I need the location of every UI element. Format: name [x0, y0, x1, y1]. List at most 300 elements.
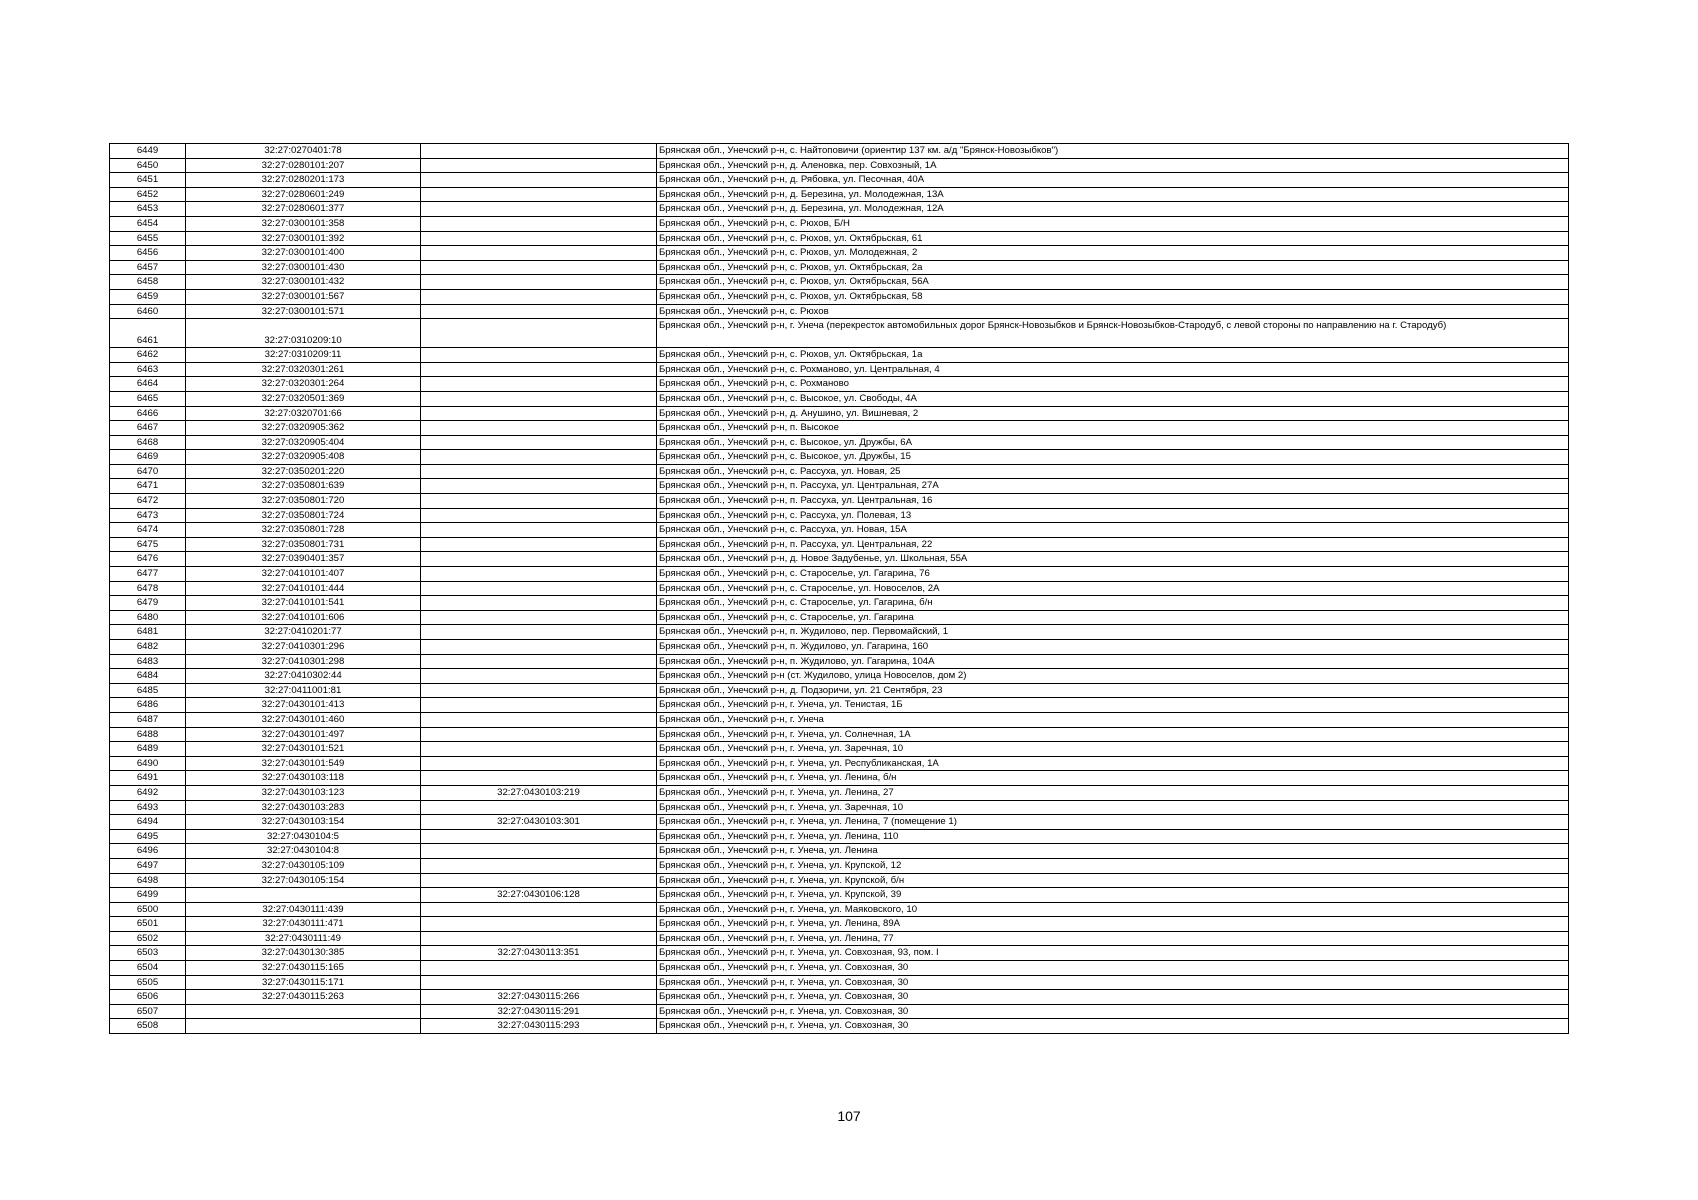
row-number-cell: 6463 — [110, 362, 186, 377]
cadastral-number-cell: 32:27:0300101:400 — [186, 246, 421, 261]
row-number-cell: 6450 — [110, 158, 186, 173]
address-cell: Брянская обл., Унечский р-н, с. Высокое, ул. Дружбы, 6А — [657, 435, 1569, 450]
table-row — [110, 144, 1569, 159]
related-cadastral-number-cell: 32:27:0430103:219 — [421, 785, 657, 800]
related-cadastral-number-cell — [421, 508, 657, 523]
table-row — [110, 173, 1569, 188]
table-body — [110, 144, 1569, 1034]
cadastral-number-cell: 32:27:0280601:377 — [186, 202, 421, 217]
related-cadastral-number-cell — [421, 683, 657, 698]
related-cadastral-number-cell — [421, 144, 657, 159]
address-cell: Брянская обл., Унечский р-н, г. Унеча, ул. Заречная, 10 — [657, 742, 1569, 757]
cadastral-number-cell — [186, 888, 421, 903]
row-number-cell: 6473 — [110, 508, 186, 523]
cadastral-number-cell: 32:27:0430103:123 — [186, 785, 421, 800]
table-row — [110, 712, 1569, 727]
cadastral-number-cell: 32:27:0320905:404 — [186, 435, 421, 450]
table-row — [110, 1004, 1569, 1019]
address-cell: Брянская обл., Унечский р-н, п. Жудилово, ул. Гагарина, 104А — [657, 654, 1569, 669]
cadastral-number-cell — [186, 1004, 421, 1019]
related-cadastral-number-cell — [421, 698, 657, 713]
cadastral-number-cell: 32:27:0410101:407 — [186, 567, 421, 582]
row-number-cell: 6489 — [110, 742, 186, 757]
table-row — [110, 742, 1569, 757]
address-cell: Брянская обл., Унечский р-н, п. Рассуха, ул. Центральная, 16 — [657, 494, 1569, 509]
row-number-cell: 6485 — [110, 683, 186, 698]
related-cadastral-number-cell — [421, 275, 657, 290]
row-number-cell: 6478 — [110, 581, 186, 596]
row-number-cell: 6465 — [110, 391, 186, 406]
cadastral-number-cell: 32:27:0270401:78 — [186, 144, 421, 159]
address-cell: Брянская обл., Унечский р-н, с. Рюхов, ул. Молодежная, 2 — [657, 246, 1569, 261]
address-cell: Брянская обл., Унечский р-н, с. Высокое, ул. Свободы, 4А — [657, 391, 1569, 406]
related-cadastral-number-cell: 32:27:0430103:301 — [421, 815, 657, 830]
address-cell: Брянская обл., Унечский р-н, г. Унеча, ул. Ленина, 7 (помещение 1) — [657, 815, 1569, 830]
related-cadastral-number-cell — [421, 377, 657, 392]
cadastral-number-cell: 32:27:0430103:118 — [186, 771, 421, 786]
cadastral-number-cell: 32:27:0410101:444 — [186, 581, 421, 596]
table-row — [110, 187, 1569, 202]
table-row — [110, 362, 1569, 377]
address-cell: Брянская обл., Унечский р-н, с. Высокое, ул. Дружбы, 15 — [657, 450, 1569, 465]
row-number-cell: 6486 — [110, 698, 186, 713]
address-cell: Брянская обл., Унечский р-н, г. Унеча, ул. Ленина, 77 — [657, 931, 1569, 946]
related-cadastral-number-cell — [421, 348, 657, 363]
cadastral-number-cell: 32:27:0350201:220 — [186, 464, 421, 479]
row-number-cell: 6460 — [110, 304, 186, 319]
table-row — [110, 421, 1569, 436]
row-number-cell: 6508 — [110, 1019, 186, 1034]
cadastral-number-cell: 32:27:0430105:109 — [186, 858, 421, 873]
row-number-cell: 6464 — [110, 377, 186, 392]
cadastral-number-cell: 32:27:0430101:549 — [186, 756, 421, 771]
related-cadastral-number-cell — [421, 858, 657, 873]
address-cell: Брянская обл., Унечский р-н, с. Рюхов, ул. Октябрьская, 2а — [657, 260, 1569, 275]
address-cell: Брянская обл., Унечский р-н, г. Унеча, ул. Совхозная, 30 — [657, 1004, 1569, 1019]
cadastral-number-cell: 32:27:0300101:432 — [186, 275, 421, 290]
table-row — [110, 683, 1569, 698]
table-row — [110, 494, 1569, 509]
row-number-cell: 6468 — [110, 435, 186, 450]
address-cell: Брянская обл., Унечский р-н, д. Аленовка, пер. Совхозный, 1А — [657, 158, 1569, 173]
table-row — [110, 231, 1569, 246]
address-cell: Брянская обл., Унечский р-н, г. Унеча — [657, 712, 1569, 727]
related-cadastral-number-cell — [421, 552, 657, 567]
cadastral-number-cell: 32:27:0320905:362 — [186, 421, 421, 436]
related-cadastral-number-cell — [421, 246, 657, 261]
row-number-cell: 6500 — [110, 902, 186, 917]
related-cadastral-number-cell — [421, 421, 657, 436]
cadastral-number-cell: 32:27:0410101:606 — [186, 610, 421, 625]
address-cell: Брянская обл., Унечский р-н, с. Рассуха, ул. Новая, 25 — [657, 464, 1569, 479]
related-cadastral-number-cell — [421, 961, 657, 976]
cadastral-number-cell: 32:27:0320301:261 — [186, 362, 421, 377]
table-row — [110, 771, 1569, 786]
cadastral-number-cell: 32:27:0430111:49 — [186, 931, 421, 946]
related-cadastral-number-cell — [421, 902, 657, 917]
cadastral-number-cell: 32:27:0410302:44 — [186, 669, 421, 684]
row-number-cell: 6479 — [110, 596, 186, 611]
related-cadastral-number-cell — [421, 391, 657, 406]
related-cadastral-number-cell — [421, 567, 657, 582]
cadastral-number-cell: 32:27:0320501:369 — [186, 391, 421, 406]
cadastral-number-cell: 32:27:0411001:81 — [186, 683, 421, 698]
related-cadastral-number-cell — [421, 800, 657, 815]
related-cadastral-number-cell — [421, 742, 657, 757]
address-cell: Брянская обл., Унечский р-н, г. Унеча (перекресток автомобильных дорог Брянск-Новозыбков и Брянск-Новозыбков-Стародуб, с левой стороны по направлению на г. Стародуб) — [657, 319, 1569, 348]
related-cadastral-number-cell — [421, 406, 657, 421]
table-row — [110, 464, 1569, 479]
row-number-cell: 6458 — [110, 275, 186, 290]
row-number-cell: 6459 — [110, 289, 186, 304]
row-number-cell: 6501 — [110, 917, 186, 932]
table-row — [110, 319, 1569, 348]
address-cell: Брянская обл., Унечский р-н, г. Унеча, ул. Тенистая, 1Б — [657, 698, 1569, 713]
cadastral-number-cell: 32:27:0430105:154 — [186, 873, 421, 888]
address-cell: Брянская обл., Унечский р-н, с. Староселье, ул. Гагарина, 76 — [657, 567, 1569, 582]
related-cadastral-number-cell — [421, 610, 657, 625]
related-cadastral-number-cell — [421, 712, 657, 727]
table-row — [110, 348, 1569, 363]
row-number-cell: 6451 — [110, 173, 186, 188]
cadastral-number-cell: 32:27:0300101:358 — [186, 216, 421, 231]
row-number-cell: 6504 — [110, 961, 186, 976]
related-cadastral-number-cell — [421, 435, 657, 450]
address-cell: Брянская обл., Унечский р-н, с. Рохманово — [657, 377, 1569, 392]
address-cell: Брянская обл., Унечский р-н, п. Высокое — [657, 421, 1569, 436]
table-row — [110, 289, 1569, 304]
table-row — [110, 640, 1569, 655]
table-row — [110, 552, 1569, 567]
cadastral-number-cell: 32:27:0390401:357 — [186, 552, 421, 567]
row-number-cell: 6475 — [110, 537, 186, 552]
address-cell: Брянская обл., Унечский р-н, п. Жудилово, пер. Первомайский, 1 — [657, 625, 1569, 640]
related-cadastral-number-cell — [421, 873, 657, 888]
related-cadastral-number-cell — [421, 669, 657, 684]
row-number-cell: 6497 — [110, 858, 186, 873]
cadastral-number-cell: 32:27:0280601:249 — [186, 187, 421, 202]
table-row — [110, 902, 1569, 917]
row-number-cell: 6495 — [110, 829, 186, 844]
address-cell: Брянская обл., Унечский р-н, г. Унеча, ул. Ленина, 110 — [657, 829, 1569, 844]
address-cell: Брянская обл., Унечский р-н, с. Рюхов, ул. Октябрьская, 58 — [657, 289, 1569, 304]
row-number-cell: 6499 — [110, 888, 186, 903]
table-row — [110, 610, 1569, 625]
related-cadastral-number-cell — [421, 479, 657, 494]
row-number-cell: 6487 — [110, 712, 186, 727]
related-cadastral-number-cell — [421, 931, 657, 946]
cadastral-number-cell — [186, 1019, 421, 1034]
row-number-cell: 6456 — [110, 246, 186, 261]
row-number-cell: 6467 — [110, 421, 186, 436]
address-cell: Брянская обл., Унечский р-н, с. Рюхов, Б/Н — [657, 216, 1569, 231]
row-number-cell: 6455 — [110, 231, 186, 246]
table-row — [110, 669, 1569, 684]
table-row — [110, 858, 1569, 873]
row-number-cell: 6507 — [110, 1004, 186, 1019]
table-row — [110, 698, 1569, 713]
table-row — [110, 304, 1569, 319]
table-row — [110, 581, 1569, 596]
row-number-cell: 6498 — [110, 873, 186, 888]
row-number-cell: 6453 — [110, 202, 186, 217]
cadastral-number-cell: 32:27:0350801:731 — [186, 537, 421, 552]
address-cell: Брянская обл., Унечский р-н, г. Унеча, ул. Республиканская, 1А — [657, 756, 1569, 771]
cadastral-number-cell: 32:27:0430101:413 — [186, 698, 421, 713]
row-number-cell: 6490 — [110, 756, 186, 771]
table-row — [110, 450, 1569, 465]
related-cadastral-number-cell — [421, 173, 657, 188]
cadastral-number-cell: 32:27:0320701:66 — [186, 406, 421, 421]
cadastral-number-cell: 32:27:0310209:11 — [186, 348, 421, 363]
related-cadastral-number-cell — [421, 581, 657, 596]
address-cell: Брянская обл., Унечский р-н, с. Найтоповичи (ориентир 137 км. а/д "Брянск-Новозыбков") — [657, 144, 1569, 159]
address-cell: Брянская обл., Унечский р-н, с. Рюхов, ул. Октябрьская, 1а — [657, 348, 1569, 363]
related-cadastral-number-cell: 32:27:0430106:128 — [421, 888, 657, 903]
property-table — [109, 143, 1569, 1034]
cadastral-number-cell: 32:27:0430111:439 — [186, 902, 421, 917]
address-cell: Брянская обл., Унечский р-н, д. Березина, ул. Молодежная, 13А — [657, 187, 1569, 202]
address-cell: Брянская обл., Унечский р-н, г. Унеча, ул. Крупской, б/н — [657, 873, 1569, 888]
row-number-cell: 6454 — [110, 216, 186, 231]
row-number-cell: 6476 — [110, 552, 186, 567]
address-cell: Брянская обл., Унечский р-н, г. Унеча, ул. Совхозная, 30 — [657, 975, 1569, 990]
related-cadastral-number-cell — [421, 771, 657, 786]
row-number-cell: 6496 — [110, 844, 186, 859]
row-number-cell: 6471 — [110, 479, 186, 494]
table-row — [110, 1019, 1569, 1034]
table-row — [110, 917, 1569, 932]
table-row — [110, 727, 1569, 742]
cadastral-number-cell: 32:27:0300101:392 — [186, 231, 421, 246]
cadastral-number-cell: 32:27:0410301:296 — [186, 640, 421, 655]
address-cell: Брянская обл., Унечский р-н, г. Унеча, ул. Ленина, б/н — [657, 771, 1569, 786]
row-number-cell: 6452 — [110, 187, 186, 202]
table-row — [110, 888, 1569, 903]
address-cell: Брянская обл., Унечский р-н, п. Рассуха, ул. Центральная, 27А — [657, 479, 1569, 494]
cadastral-number-cell: 32:27:0430115:263 — [186, 990, 421, 1005]
related-cadastral-number-cell — [421, 202, 657, 217]
row-number-cell: 6492 — [110, 785, 186, 800]
table-row — [110, 961, 1569, 976]
row-number-cell: 6457 — [110, 260, 186, 275]
address-cell: Брянская обл., Унечский р-н, д. Анушино, ул. Вишневая, 2 — [657, 406, 1569, 421]
related-cadastral-number-cell — [421, 260, 657, 275]
page-number: 107 — [837, 1108, 861, 1124]
related-cadastral-number-cell: 32:27:0430115:293 — [421, 1019, 657, 1034]
address-cell: Брянская обл., Унечский р-н, с. Рюхов, ул. Октябрьская, 61 — [657, 231, 1569, 246]
cadastral-number-cell: 32:27:0430115:165 — [186, 961, 421, 976]
related-cadastral-number-cell — [421, 158, 657, 173]
table-row — [110, 873, 1569, 888]
related-cadastral-number-cell — [421, 537, 657, 552]
row-number-cell: 6503 — [110, 946, 186, 961]
table-row — [110, 435, 1569, 450]
cadastral-number-cell: 32:27:0430104:8 — [186, 844, 421, 859]
cadastral-number-cell: 32:27:0300101:571 — [186, 304, 421, 319]
table-row — [110, 391, 1569, 406]
table-row — [110, 246, 1569, 261]
related-cadastral-number-cell — [421, 187, 657, 202]
address-cell: Брянская обл., Унечский р-н, п. Жудилово, ул. Гагарина, 160 — [657, 640, 1569, 655]
address-cell: Брянская обл., Унечский р-н, с. Рассуха, ул. Полевая, 13 — [657, 508, 1569, 523]
related-cadastral-number-cell — [421, 494, 657, 509]
row-number-cell: 6470 — [110, 464, 186, 479]
row-number-cell: 6461 — [110, 319, 186, 348]
related-cadastral-number-cell — [421, 917, 657, 932]
table-row — [110, 829, 1569, 844]
row-number-cell: 6481 — [110, 625, 186, 640]
table-row — [110, 931, 1569, 946]
address-cell: Брянская обл., Унечский р-н, г. Унеча, ул. Совхозная, 30 — [657, 961, 1569, 976]
table-row — [110, 815, 1569, 830]
cadastral-number-cell: 32:27:0430103:154 — [186, 815, 421, 830]
table-row — [110, 975, 1569, 990]
related-cadastral-number-cell — [421, 844, 657, 859]
table-row — [110, 523, 1569, 538]
row-number-cell: 6502 — [110, 931, 186, 946]
address-cell: Брянская обл., Унечский р-н, г. Унеча, ул. Ленина, 27 — [657, 785, 1569, 800]
cadastral-number-cell: 32:27:0410201:77 — [186, 625, 421, 640]
table-row — [110, 990, 1569, 1005]
address-cell: Брянская обл., Унечский р-н, г. Унеча, ул. Крупской, 12 — [657, 858, 1569, 873]
related-cadastral-number-cell — [421, 523, 657, 538]
row-number-cell: 6474 — [110, 523, 186, 538]
related-cadastral-number-cell — [421, 727, 657, 742]
table-row — [110, 654, 1569, 669]
cadastral-number-cell: 32:27:0300101:567 — [186, 289, 421, 304]
table-row — [110, 800, 1569, 815]
cadastral-number-cell: 32:27:0430101:460 — [186, 712, 421, 727]
cadastral-number-cell: 32:27:0430115:171 — [186, 975, 421, 990]
cadastral-number-cell: 32:27:0310209:10 — [186, 319, 421, 348]
cadastral-number-cell: 32:27:0320905:408 — [186, 450, 421, 465]
related-cadastral-number-cell — [421, 829, 657, 844]
table-row — [110, 756, 1569, 771]
related-cadastral-number-cell — [421, 975, 657, 990]
address-cell: Брянская обл., Унечский р-н, г. Унеча, ул. Маяковского, 10 — [657, 902, 1569, 917]
row-number-cell: 6480 — [110, 610, 186, 625]
cadastral-number-cell: 32:27:0430111:471 — [186, 917, 421, 932]
row-number-cell: 6449 — [110, 144, 186, 159]
table-row — [110, 260, 1569, 275]
related-cadastral-number-cell — [421, 654, 657, 669]
row-number-cell: 6484 — [110, 669, 186, 684]
address-cell: Брянская обл., Унечский р-н (ст. Жудилово, улица Новоселов, дом 2) — [657, 669, 1569, 684]
address-cell: Брянская обл., Унечский р-н, г. Унеча, ул. Ленина — [657, 844, 1569, 859]
address-cell: Брянская обл., Унечский р-н, г. Унеча, ул. Заречная, 10 — [657, 800, 1569, 815]
table-row — [110, 275, 1569, 290]
row-number-cell: 6505 — [110, 975, 186, 990]
address-cell: Брянская обл., Унечский р-н, с. Рохманово, ул. Центральная, 4 — [657, 362, 1569, 377]
address-cell: Брянская обл., Унечский р-н, с. Староселье, ул. Новоселов, 2А — [657, 581, 1569, 596]
row-number-cell: 6506 — [110, 990, 186, 1005]
row-number-cell: 6466 — [110, 406, 186, 421]
table-row — [110, 844, 1569, 859]
table-row — [110, 785, 1569, 800]
cadastral-number-cell: 32:27:0410101:541 — [186, 596, 421, 611]
row-number-cell: 6483 — [110, 654, 186, 669]
related-cadastral-number-cell: 32:27:0430113:351 — [421, 946, 657, 961]
cadastral-number-cell: 32:27:0410301:298 — [186, 654, 421, 669]
table-row — [110, 946, 1569, 961]
cadastral-number-cell: 32:27:0350801:720 — [186, 494, 421, 509]
related-cadastral-number-cell — [421, 596, 657, 611]
address-cell: Брянская обл., Унечский р-н, г. Унеча, ул. Солнечная, 1А — [657, 727, 1569, 742]
table-row — [110, 596, 1569, 611]
cadastral-number-cell: 32:27:0350801:728 — [186, 523, 421, 538]
table-row — [110, 406, 1569, 421]
cadastral-number-cell: 32:27:0320301:264 — [186, 377, 421, 392]
table-row — [110, 508, 1569, 523]
address-cell: Брянская обл., Унечский р-н, п. Рассуха, ул. Центральная, 22 — [657, 537, 1569, 552]
table-row — [110, 625, 1569, 640]
related-cadastral-number-cell: 32:27:0430115:266 — [421, 990, 657, 1005]
related-cadastral-number-cell — [421, 464, 657, 479]
cadastral-number-cell: 32:27:0430103:283 — [186, 800, 421, 815]
related-cadastral-number-cell — [421, 625, 657, 640]
related-cadastral-number-cell — [421, 304, 657, 319]
table-row — [110, 216, 1569, 231]
cadastral-number-cell: 32:27:0350801:639 — [186, 479, 421, 494]
related-cadastral-number-cell — [421, 362, 657, 377]
address-cell: Брянская обл., Унечский р-н, с. Рюхов, ул. Октябрьская, 56А — [657, 275, 1569, 290]
cadastral-number-cell: 32:27:0430101:497 — [186, 727, 421, 742]
address-cell: Брянская обл., Унечский р-н, с. Староселье, ул. Гагарина — [657, 610, 1569, 625]
table-row — [110, 537, 1569, 552]
table-row — [110, 567, 1569, 582]
address-cell: Брянская обл., Унечский р-н, г. Унеча, ул. Совхозная, 30 — [657, 990, 1569, 1005]
related-cadastral-number-cell: 32:27:0430115:291 — [421, 1004, 657, 1019]
row-number-cell: 6493 — [110, 800, 186, 815]
address-cell: Брянская обл., Унечский р-н, д. Березина, ул. Молодежная, 12А — [657, 202, 1569, 217]
address-cell: Брянская обл., Унечский р-н, г. Унеча, ул. Совхозная, 93, пом. I — [657, 946, 1569, 961]
row-number-cell: 6472 — [110, 494, 186, 509]
address-cell: Брянская обл., Унечский р-н, с. Рюхов — [657, 304, 1569, 319]
row-number-cell: 6482 — [110, 640, 186, 655]
address-cell: Брянская обл., Унечский р-н, д. Подзоричи, ул. 21 Сентября, 23 — [657, 683, 1569, 698]
address-cell: Брянская обл., Унечский р-н, г. Унеча, ул. Совхозная, 30 — [657, 1019, 1569, 1034]
address-cell: Брянская обл., Унечский р-н, г. Унеча, ул. Ленина, 89А — [657, 917, 1569, 932]
cadastral-number-cell: 32:27:0350801:724 — [186, 508, 421, 523]
table-row — [110, 158, 1569, 173]
cadastral-number-cell: 32:27:0280101:207 — [186, 158, 421, 173]
row-number-cell: 6491 — [110, 771, 186, 786]
row-number-cell: 6469 — [110, 450, 186, 465]
cadastral-number-cell: 32:27:0430101:521 — [186, 742, 421, 757]
related-cadastral-number-cell — [421, 640, 657, 655]
row-number-cell: 6462 — [110, 348, 186, 363]
cadastral-number-cell: 32:27:0430104:5 — [186, 829, 421, 844]
table-row — [110, 377, 1569, 392]
related-cadastral-number-cell — [421, 319, 657, 348]
cadastral-number-cell: 32:27:0430130:385 — [186, 946, 421, 961]
row-number-cell: 6488 — [110, 727, 186, 742]
address-cell: Брянская обл., Унечский р-н, с. Староселье, ул. Гагарина, б/н — [657, 596, 1569, 611]
cadastral-number-cell: 32:27:0300101:430 — [186, 260, 421, 275]
row-number-cell: 6477 — [110, 567, 186, 582]
table-row — [110, 479, 1569, 494]
table-row — [110, 202, 1569, 217]
row-number-cell: 6494 — [110, 815, 186, 830]
related-cadastral-number-cell — [421, 756, 657, 771]
related-cadastral-number-cell — [421, 231, 657, 246]
related-cadastral-number-cell — [421, 216, 657, 231]
cadastral-number-cell: 32:27:0280201:173 — [186, 173, 421, 188]
address-cell: Брянская обл., Унечский р-н, г. Унеча, ул. Крупской, 39 — [657, 888, 1569, 903]
address-cell: Брянская обл., Унечский р-н, д. Новое Задубенье, ул. Школьная, 55А — [657, 552, 1569, 567]
address-cell: Брянская обл., Унечский р-н, с. Рассуха, ул. Новая, 15А — [657, 523, 1569, 538]
